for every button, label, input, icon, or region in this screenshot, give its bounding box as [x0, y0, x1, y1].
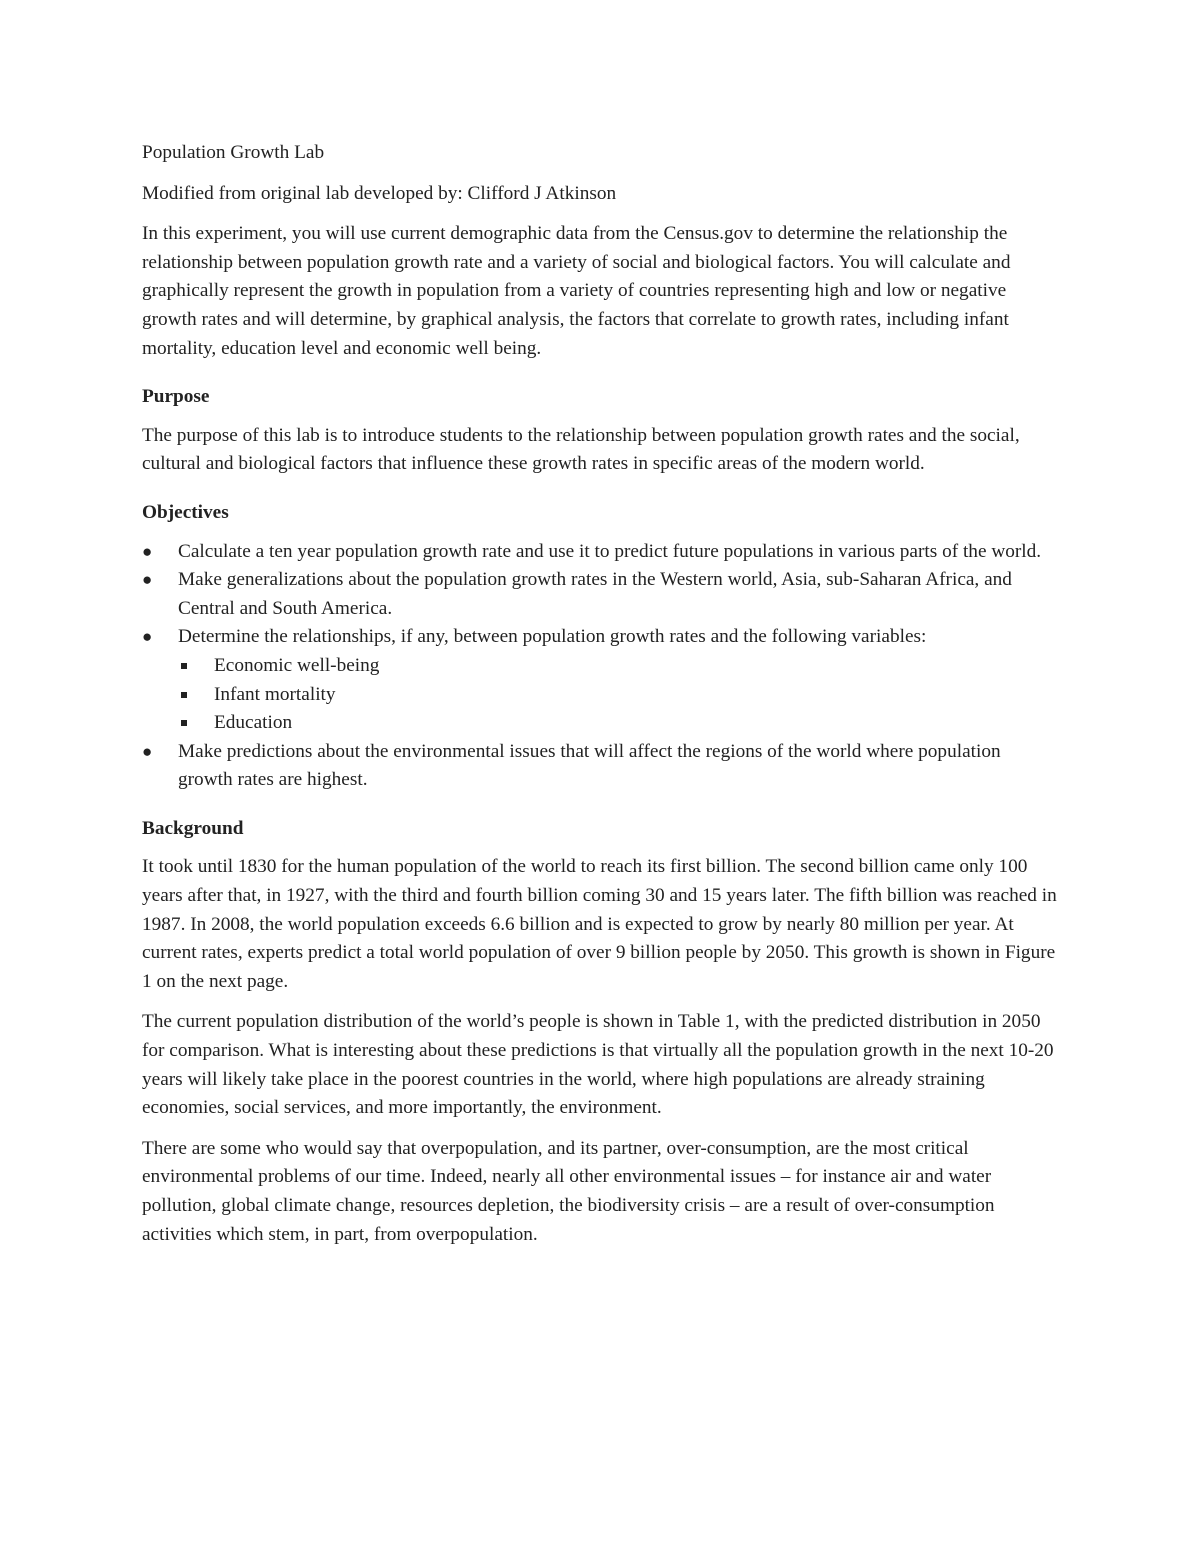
square-bullet-icon: [181, 720, 187, 726]
objective-item: [142, 623, 1060, 737]
bullet-icon: ●: [142, 541, 153, 561]
document-page: [142, 139, 1060, 1261]
objective-item: [142, 566, 1060, 623]
bullet-icon: ●: [142, 627, 153, 647]
objective-item: [142, 738, 1060, 795]
purpose-paragraph: The purpose of this lab is to introduce students to the relationship between population growth rates and the social, cultural and biological factors that influence these growth rates in specific areas of the modern world.: [142, 424, 1020, 475]
sublist-text: Infant mortality: [214, 683, 336, 705]
purpose-heading: Purpose: [142, 386, 210, 408]
objectives-heading: Objectives: [142, 501, 229, 523]
sublist-item: [178, 652, 1060, 681]
square-bullet-icon: [181, 692, 187, 698]
sublist-text: Economic well-being: [214, 654, 380, 676]
objectives-list: [142, 538, 1060, 795]
sublist-item: [178, 709, 1060, 738]
credit-line: Modified from original lab developed by: Clifford J Atkinson: [142, 182, 617, 204]
intro-paragraph: In this experiment, you will use current demographic data from the Census.gov to determine the relationship the relationship between population growth rate and a variety of social and biological factors. You will calculate and graphically represent the growth in population from a variety of countries representing high and low or negative growth rates and will determine, by graphical analysis, the factors that correlate to growth rates, including infant mortality, education level and economic well being.: [142, 223, 1011, 359]
background-paragraph: The current population distribution of the world’s people is shown in Table 1, with the predicted distribution in 2050 for comparison. What is interesting about these predictions is that virtually all the population growth in the next 10-20 years will likely take place in the poorest countries in the world, where high populations are already straining economies, social services, and more importantly, the environment.: [142, 1011, 1054, 1119]
objective-text: Make predictions about the environmental issues that will affect the regions of the world where population growth rates are highest.: [178, 740, 1001, 791]
objective-text: Make generalizations about the population growth rates in the Western world, Asia, sub-Saharan Africa, and Central and South America.: [178, 569, 1012, 619]
background-heading: Background: [142, 817, 244, 839]
square-bullet-icon: [181, 663, 187, 669]
objective-text: Calculate a ten year population growth rate and use it to predict future populations in various parts of the world.: [178, 540, 1042, 562]
bullet-icon: ●: [142, 741, 153, 761]
variables-sublist: [178, 652, 1060, 738]
objective-item: [142, 538, 1060, 567]
background-paragraph: There are some who would say that overpopulation, and its partner, over-consumption, are the most critical environmental problems of our time. Indeed, nearly all other environmental issues – for instance air and water pollution, global climate change, resources depletion, the biodiversity crisis – are a result of over-consumption activities which stem, in part, from overpopulation.: [142, 1137, 995, 1245]
background-paragraph: It took until 1830 for the human population of the world to reach its first billion. The second billion came only 100 years after that, in 1927, with the third and fourth billion coming 30 and 15 years later. The fifth billion was reached in 1987. In 2008, the world population exceeds 6.6 billion and is expected to grow by nearly 80 million per year. At current rates, experts predict a total world population of over 9 billion people by 2050. This growth is shown in Figure 1 on the next page.: [142, 856, 1057, 992]
document-title: Population Growth Lab: [142, 142, 325, 163]
sublist-text: Education: [214, 712, 293, 734]
bullet-icon: ●: [142, 570, 153, 590]
objective-text: Determine the relationships, if any, between population growth rates and the following variables:: [178, 626, 927, 648]
sublist-item: [178, 681, 1060, 710]
